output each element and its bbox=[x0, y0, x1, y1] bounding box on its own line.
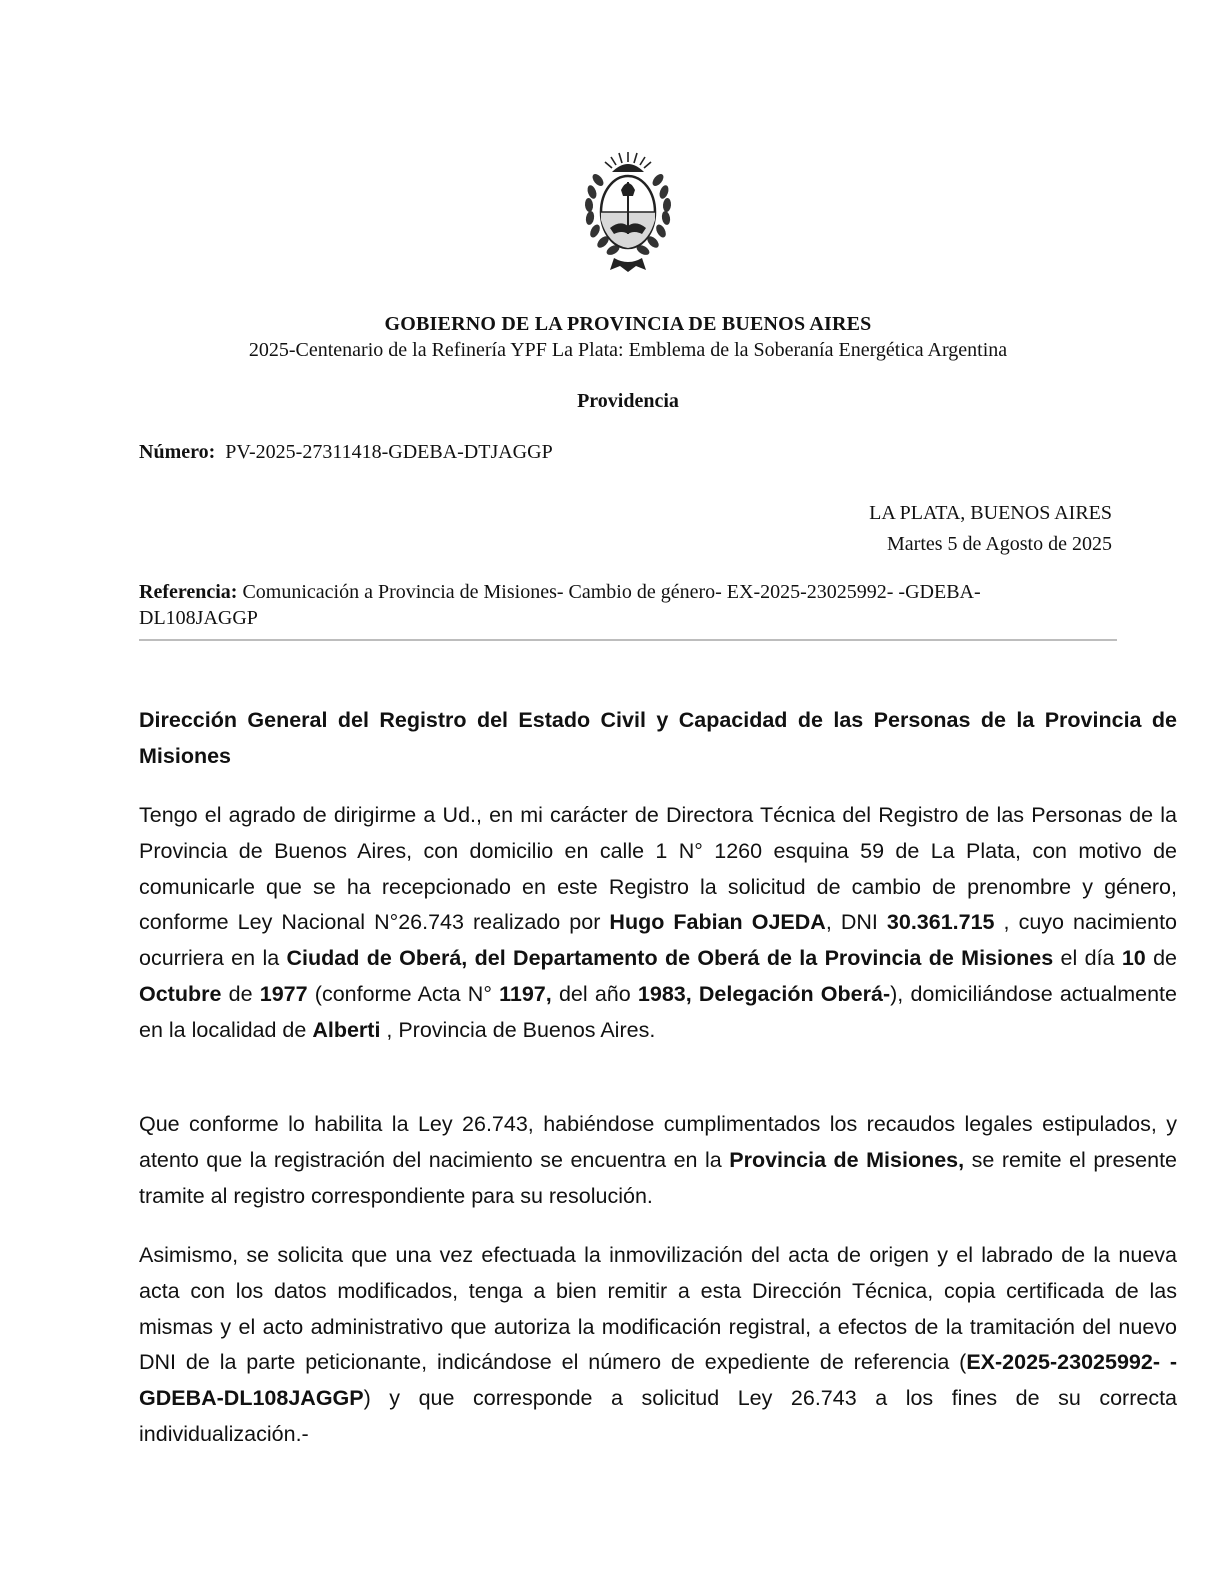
p1-birth-day: 10 bbox=[1121, 946, 1146, 971]
p1-text-7: (conforme Acta N° bbox=[307, 981, 500, 1006]
paragraph-3 bbox=[139, 1238, 1177, 1453]
document-number-value: PV-2025-27311418-GDEBA-DTJAGGP bbox=[225, 441, 553, 463]
p1-acta-year-delegation: 1983, Delegación Oberá- bbox=[637, 981, 891, 1006]
p1-birth-year: 1977 bbox=[259, 981, 308, 1006]
date-text: Martes 5 de Agosto de 2025 bbox=[887, 533, 1112, 555]
p2-text-1: Que conforme lo habilita la Ley 26.743, habiéndose cumplimentados los recaudos legales estipulados, y atento que la registración del nacimiento se encuentra en la bbox=[139, 1112, 1177, 1172]
p1-text-5: de bbox=[1145, 946, 1178, 971]
p1-text-1: Tengo el agrado de dirigirme a Ud., en mi carácter de Directora Técnica del Registro de las Personas de la Provincia de Buenos Aires, con domicilio en calle 1 N° 1260 esquina 59 de La Plata, con motivo de comunicarle que se ha recepcionado en este Registro la solicitud de cambio de prenombre y género, conforme Ley Nacional N°26.743 realizado por bbox=[139, 803, 1177, 935]
p2-province: Provincia de Misiones, bbox=[729, 1147, 965, 1172]
document-type: Providencia bbox=[577, 390, 679, 412]
p3-text-1: Asimismo, se solicita que una vez efectuada la inmovilización del acta de origen y el labrado de la nueva acta con los datos modificados, tenga a bien remitir a esta Dirección Técnica, copia certificada de las mismas y el acto administrativo que autoriza la modificación registral, a efectos de la tramitación del nuevo DNI de la parte peticionante, indicándose el número de expediente de referencia ( bbox=[139, 1243, 1177, 1375]
paragraph-1 bbox=[139, 798, 1177, 1049]
separator-line bbox=[139, 639, 1117, 641]
p1-text-3: , cuyo nacimiento ocurriera en la bbox=[139, 910, 1178, 971]
place-date-block bbox=[869, 498, 1112, 560]
reference-block bbox=[139, 579, 1099, 631]
p1-text-4: el día bbox=[1053, 946, 1122, 971]
p1-petitioner-name: Hugo Fabian OJEDA bbox=[609, 910, 826, 935]
reference-label: Referencia: bbox=[139, 581, 238, 603]
document-number bbox=[139, 441, 553, 464]
p1-text-6: de bbox=[221, 981, 260, 1006]
p1-text-10: , Provincia de Buenos Aires. bbox=[380, 1017, 656, 1042]
p1-locality: Alberti bbox=[312, 1017, 381, 1042]
motto-line: 2025-Centenario de la Refinería YPF La Plata: Emblema de la Soberanía Energética Argentina bbox=[248, 339, 1008, 361]
document-number-label: Número: bbox=[139, 441, 216, 463]
p2-text-2: se remite el presente tramite al registro correspondiente para su resolución. bbox=[139, 1147, 1177, 1208]
reference-value: Comunicación a Provincia de Misiones- Cambio de género- EX-2025-23025992- -GDEBA-DL108JAGGP bbox=[139, 581, 981, 629]
p1-text-9: ), domiciliándose actualmente en la localidad de bbox=[139, 981, 1177, 1042]
p3-file-number: EX-2025-23025992- -GDEBA-DL108JAGGP bbox=[139, 1350, 1178, 1411]
p1-dni: 30.361.715 bbox=[886, 910, 995, 935]
government-title: GOBIERNO DE LA PROVINCIA DE BUENOS AIRES bbox=[384, 313, 872, 335]
p3-text-2: ) y que corresponde a solicitud Ley 26.743 a los fines de su correcta individualización.- bbox=[139, 1386, 1177, 1446]
p1-text-2: , DNI bbox=[825, 910, 887, 935]
p1-acta-number: 1197, bbox=[499, 981, 552, 1006]
p1-birth-month: Octubre bbox=[139, 981, 222, 1006]
p1-birthplace: Ciudad de Oberá, del Departamento de Oberá de la Provincia de Misiones bbox=[286, 946, 1054, 971]
place-text: LA PLATA, BUENOS AIRES bbox=[869, 502, 1112, 524]
coat-of-arms-icon bbox=[578, 150, 678, 276]
addressee-heading: Dirección General del Registro del Estado Civil y Capacidad de las Personas de la Provincia de Misiones bbox=[139, 708, 1177, 768]
p1-text-8: del año bbox=[551, 981, 638, 1006]
paragraph-2 bbox=[139, 1107, 1177, 1214]
